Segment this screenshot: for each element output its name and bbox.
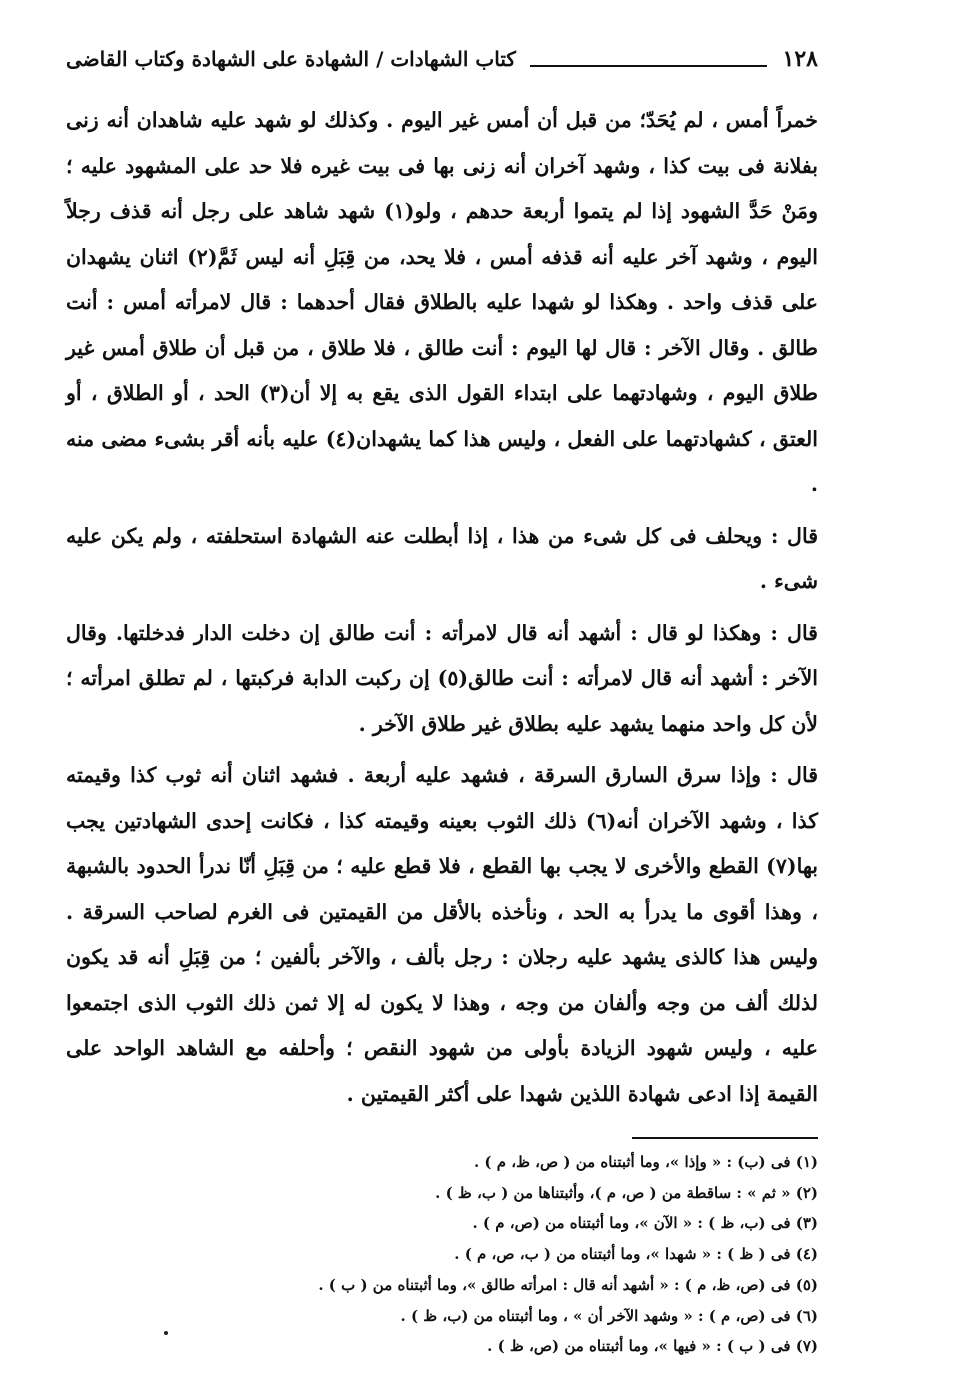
footnote-item: (٧) فى ( ب ) : « فيها »، وما أثبتناه من (ص، ظ ) . [487, 1337, 818, 1356]
running-header-title: كتاب الشهادات / الشهادة على الشهادة وكتاب القاضى [66, 47, 516, 71]
footnote-item: (٣) فى (ب، ظ ) : « الآن »، وما أثبتناه من (ص، م ) . [472, 1214, 818, 1233]
paragraph-lead: قال : [770, 523, 818, 548]
scan-speck [164, 1331, 168, 1335]
paragraph-text: وإذا سرق السارق السرقة ، فشهد عليه أربعة . فشهد اثنان أنه ثوب كذا وقيمته كذا ، وشهد الآخران أنه(٦) ذلك الثوب بعينه وقيمته كذا ، فكانت إحدى الشهادتين يجب بها(٧) القطع والأخرى لا يجب بها القطع ، فلا قطع عليه ؛ من قِبَلِ أنّا ندرأ الحدود بالشبهة ، وهذا أقوى ما يدرأ به الحد ، ونأخذه بالأقل من القيمتين فى الغرم لصاحب السرقة . وليس هذا كالذى يشهد عليه رجلان : رجل بألف ، والآخر بألفين ؛ من قِبَلِ أنه قد يكون لذلك ألف من وجه وألفان من وجه ، وهذا لا يكون له إلا ثمن ذلك الثوب الذى اجتمعوا عليه ، وليس شهود الزيادة بأولى من شهود النقص ؛ وأحلفه مع الشاهد الواحد على القيمة إذا ادعى شهادة اللذين شهدا على أكثر القيمتين . [66, 763, 818, 1106]
header-rule [530, 65, 767, 67]
page-number: ١٢٨ [782, 46, 818, 72]
paragraph-1 [66, 98, 818, 508]
main-text [66, 98, 818, 1117]
footnote-item: (٥) فى (ص، ظ، م ) : « أشهد أنه قال : امرأته طالق »، وما أثبتناه من ( ب ) . [318, 1275, 818, 1294]
footnote-separator [632, 1137, 818, 1139]
page-content [66, 46, 818, 1362]
paragraph-lead: قال : [770, 620, 818, 645]
paragraph-text: خمراً أمس ، لم يُحَدّ؛ من قبل أن أمس غير اليوم . وكذلك لو شهد عليه شاهدان أنه زنى بفلانة فى بيت كذا ، وشهد آخران أنه زنى بها فى بيت غيره فلا حد على المشهود عليه ؛ ومَنْ حَدَّ الشهود إذا لم يتموا أربعة حدهم ، ولو(١) شهد شاهد على رجل أنه قذف رجلاً اليوم ، وشهد آخر عليه أنه قذفه أمس ، فلا يحد، من قِبَلِ أنه ليس ثَمَّ(٢) اثنان يشهدان على قذف واحد . وهكذا لو شهدا عليه بالطلاق فقال أحدهما : قال لامرأته أمس : أنت طالق . وقال الآخر : قال لها اليوم : أنت طالق ، فلا طلاق ، من قبل أن طلاق أمس غير طلاق اليوم ، وشهادتهما على ابتداء القول الذى يقع به إلا أن(٣) الحد ، أو الطلاق ، أو العتق ، كشهادتهما على الفعل ، وليس هذا كما يشهدان(٤) عليه بأنه أقر بشىء مضى منه . [66, 108, 819, 496]
footnote-item: (٦) فى (ص، م ) : « وشهد الآخر أن » ، وما أثبتناه من (ب، ظ ) . [400, 1306, 818, 1325]
footnote-item: (٢) « ثم » : ساقطة من ( ص، م )، وأثبتناها من ( ب، ظ ) . [435, 1183, 818, 1202]
paragraph-3 [66, 611, 818, 748]
paragraph-2 [66, 514, 818, 605]
paragraph-4 [66, 753, 818, 1117]
paragraph-text: ويحلف فى كل شىء من هذا ، إذا أبطلت عنه الشهادة استحلفته ، ولم يكن عليه شىء . [66, 523, 818, 593]
paragraph-text: وهكذا لو قال : أشهد أنه قال لامرأته : أنت طالق إن دخلت الدار فدخلتها. وقال الآخر : أشهد أنه قال لامرأته : أنت طالق(٥) إن ركبت الدابة فركبتها ، لم تطلق امرأته ؛ لأن كل واحد منهما يشهد عليه بطلاق غير طلاق الآخر . [66, 620, 818, 736]
paragraph-lead: قال : [770, 763, 818, 787]
running-header [66, 46, 818, 86]
footnotes [66, 1147, 818, 1362]
footnote-item: (٤) فى ( ظ ) : « شهدا »، وما أثبتناه من ( ب، ص، م ) . [454, 1245, 818, 1264]
footnote-item: (١) فى (ب) : « وإذا »، وما أثبتناه من ( ص، ظ، م ) . [473, 1153, 818, 1171]
